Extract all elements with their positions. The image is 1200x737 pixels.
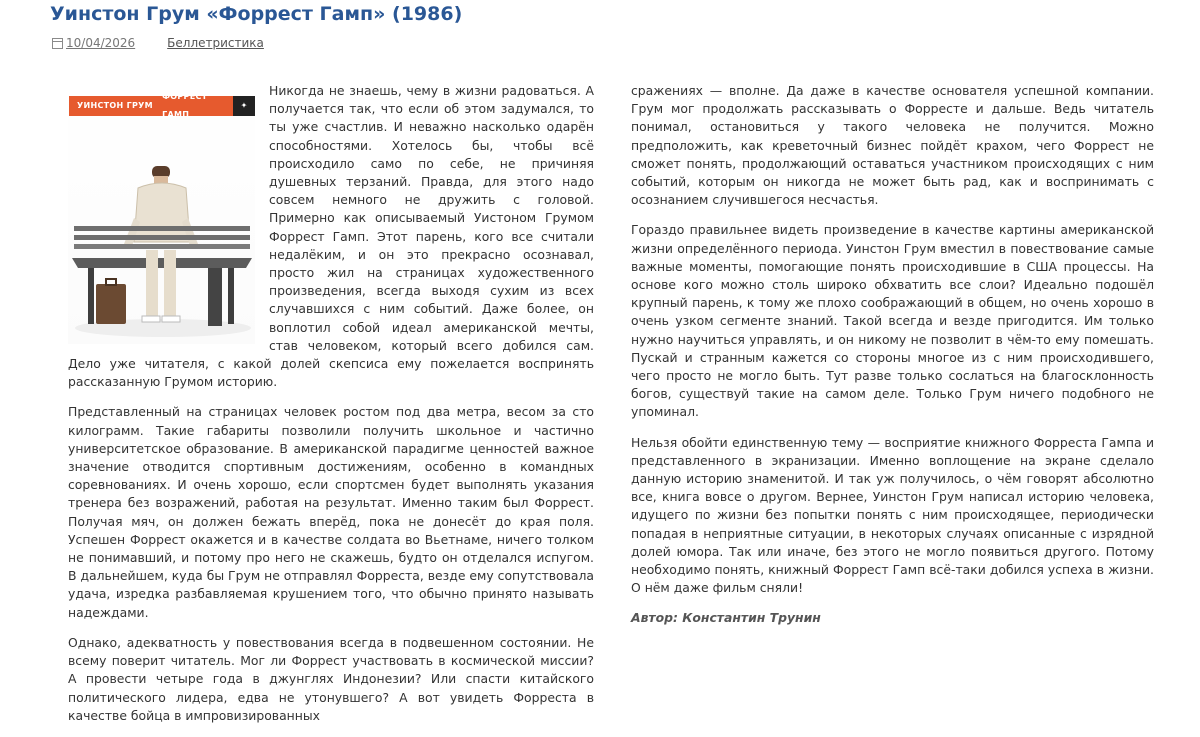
paragraph: Гораздо правильнее видеть произведение в качестве картины американской жизни определённого периода. Уинстон Грум вместил в повествование самые важные моменты, помогающие понять происходившие в США процессы. На основе кого можно столь широко обхватить все слои? Идеально подошёл крупный парень, к тому же плохо соображающий в общем, но очень хорошо в очень узком сегменте знаний. Такой всегда и везде пригодится. Им только нужно научиться управлять, и он никому не позволит в чём-то ему помешать. Пускай и странным кажется со стороны многое из с ним происходившего, чего просто не могло быть. Тут разве только сослаться на благосклонность богов, существуй такие на самом деле. Только Грум ничего подобного не упоминал. (631, 222, 1154, 420)
bench-leg-left (88, 268, 94, 324)
suitcase (96, 284, 126, 324)
book-cover (68, 82, 255, 344)
paragraph: Никогда не знаешь, чему в жизни радоваться. А получается так, что если об этом задумался, то ты уже счастлив. И неважно насколько одарён способностями. Хотелось бы, чтобы всё происходило само по себе, не причиняя душевных терзаний. Правда, для этого надо совсем немного не дружить с головой. Примерно как описываемый Уистоном Грумом Форрест Гамп. Этот парень, кого все считали недалёким, и он это прекрасно осознавал, просто жил на страницах художественного произведения, всегда выходя сухим из всех случавшихся с ним событий. Даже более, он воплотил собой идеал американской мечты, став человеком, который всего добился сам. Дело уже читателя, с какой долей скепсиса ему пожелается воспринять рассказанную Грумом историю. (68, 83, 594, 390)
bench-support (208, 268, 222, 326)
shoe-right (162, 316, 180, 322)
post-meta (52, 36, 264, 50)
article-column-right (631, 82, 1154, 640)
article-column-left (68, 82, 594, 737)
page-title: Уинстон Грум «Форрест Гамп» (1986) (50, 3, 463, 25)
man-leg-right (164, 250, 176, 318)
bench-leg-right (228, 268, 234, 324)
publisher-logo-icon: ✦ (233, 96, 255, 116)
paragraph: Представленный на страницах человек ростом под два метра, весом за сто килограмм. Такие габариты позволили получить школьное и частично университетское образование. В американской парадигме ценностей важное значение отводится спортивным достижениям, особенно в командных соревнованиях. И очень хорошо, если спортсмен будет выполнять указания тренера без возражений, работая на результат. Именно таким был Форрест. Получая мяч, он должен бежать вперёд, пока не донесёт до края поля. Успешен Форрест окажется и в качестве солдата во Вьетнаме, ничего толком не понимавший, и потому про него не скажешь, будто он отделался испугом. В дальнейшем, куда бы Грум не отправлял Форреста, везде ему сопутствовала удача, изредка разбавляемая крушением того, что обычно принято называть надеждами. (68, 404, 595, 620)
bench-back-rail-1 (74, 226, 250, 231)
calendar-icon (52, 38, 63, 49)
cover-book-title: ФОРРЕСТ ГАМП (162, 91, 208, 119)
man-suit (134, 183, 190, 242)
cover-illustration (68, 122, 255, 344)
bench-back-rail-2 (74, 235, 250, 240)
suitcase-handle (106, 279, 116, 285)
cover-band (69, 91, 255, 119)
shoe-left (142, 316, 160, 322)
category-link[interactable]: Беллетристика (167, 36, 264, 50)
man-leg-left (146, 250, 158, 318)
author-signature: Автор: Константин Трунин (631, 610, 821, 626)
bench-back-rail-3 (74, 244, 250, 249)
cover-author: УИНСТОН ГРУМ (77, 100, 153, 110)
bench-seat (72, 258, 252, 268)
post-date[interactable]: 10/04/2026 (66, 36, 136, 50)
paragraph: Однако, адекватность у повествования всегда в подвешенном состоянии. Не всему поверит читатель. Мог ли Форрест участвовать в космической миссии? А провести четыре года в джунглях Индонезии? Или спасти китайского политического лидера, едва не утонувшего? А вот увидеть Форреста в качестве бойца в импровизированных (68, 634, 594, 723)
paragraph: сражениях — вполне. Да даже в качестве основателя успешной компании. Грум мог продолжать рассказывать о Форресте и дальше. Ведь читатель понимал, остановиться у такого человека не получится. Можно предположить, как креветочный бизнес пойдёт крахом, чего Форрест не сможет понять, продолжающий оставаться участником происходящих с ним событий, которым он никогда не может быть рад, как и воспринимать с осознанием случившегося несчастья. (631, 83, 1154, 208)
paragraph: Нельзя обойти единственную тему — восприятие книжного Форреста Гампа и представленного в экранизации. Именно воплощение на экране сделало данную историю знаменитой. И так уж получилось, о чём говорят абсолютно все, книга вовсе о другом. Вернее, Уинстон Грум написал историю человека, идущего по жизни без попытки понять с ним происходящее, периодически попадая в неприятные ситуации, в некоторых случаях описанные с изрядной долей юмора. Так или иначе, без этого не могло появиться другого. Потому необходимо понять, книжный Форрест Гамп всё-таки добился успеха в жизни. О нём даже фильм сняли! (631, 434, 1154, 596)
